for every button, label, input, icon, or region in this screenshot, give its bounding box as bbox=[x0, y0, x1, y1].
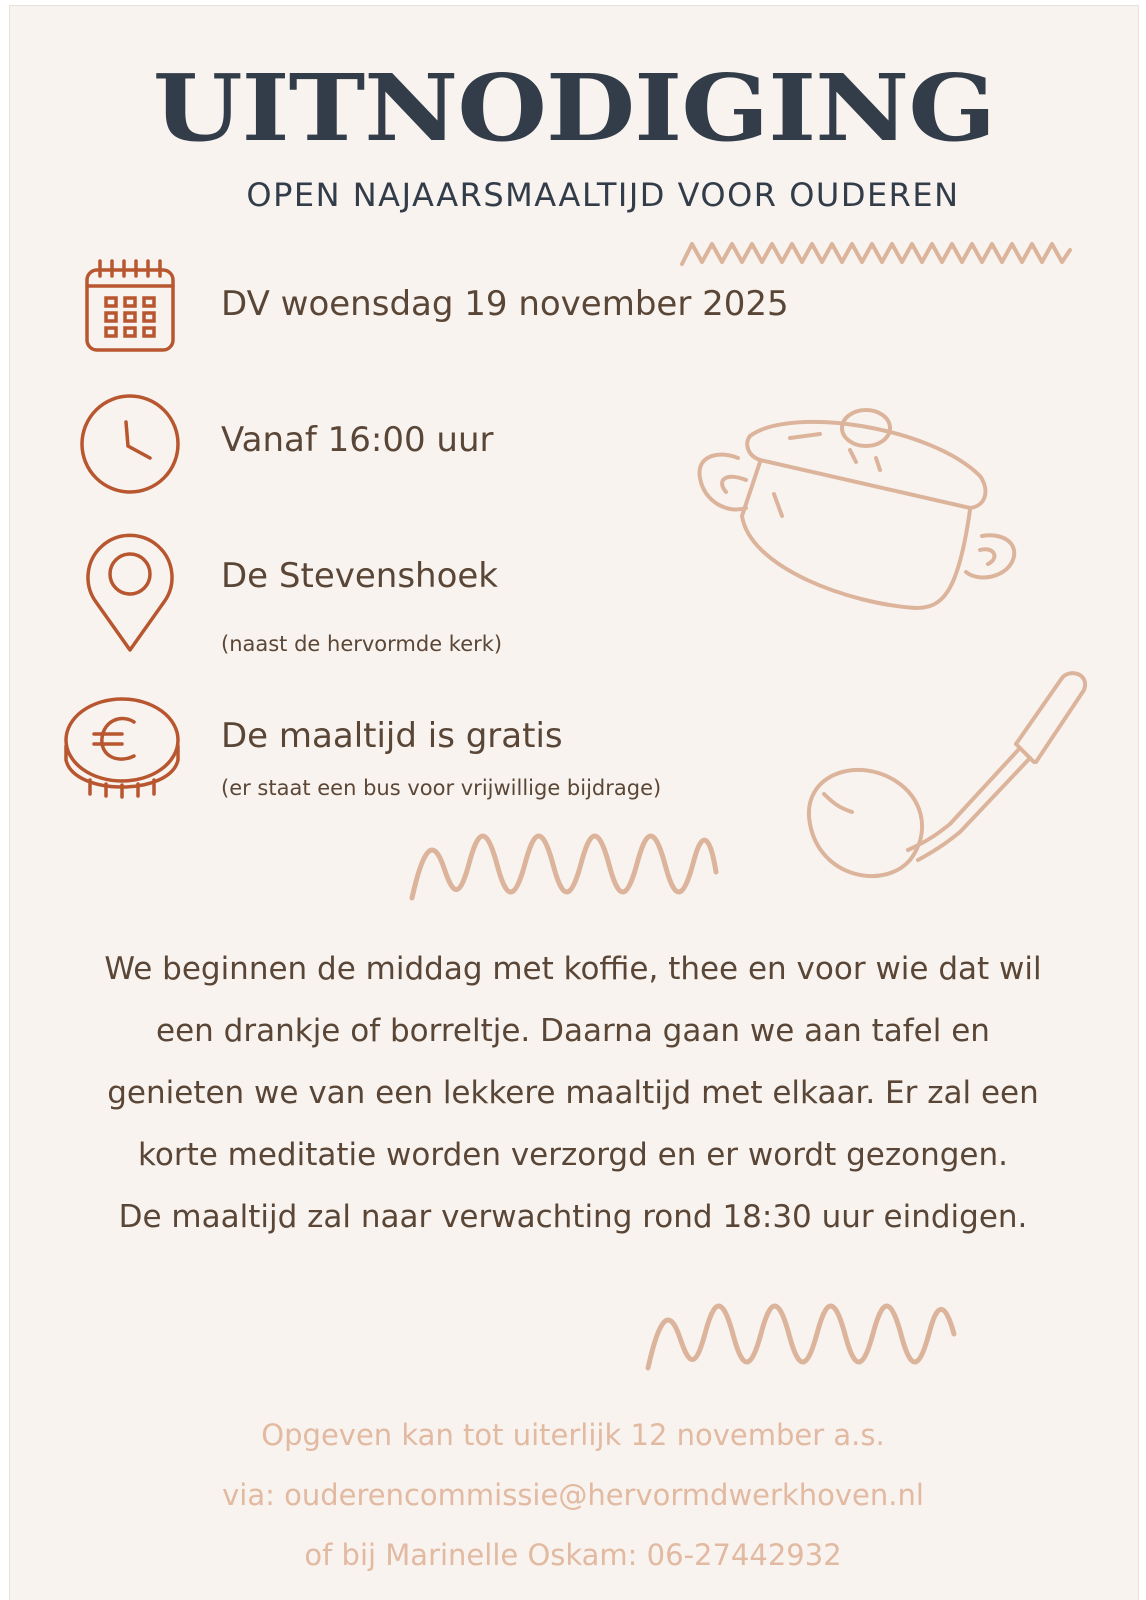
ladle-icon bbox=[800, 664, 1100, 896]
registration-email[interactable]: via: ouderencommissie@hervormdwerkhoven.nl bbox=[222, 1478, 924, 1512]
invitation-title: UITNODIGING bbox=[152, 54, 996, 162]
zigzag-top-decoration bbox=[678, 232, 1078, 272]
event-price: De maaltijd is gratis bbox=[221, 716, 563, 756]
invitation-subtitle: OPEN NAJAARSMAALTIJD VOOR OUDEREN bbox=[246, 176, 960, 214]
event-location-note: (naast de hervormde kerk) bbox=[221, 632, 503, 656]
event-location: De Stevenshoek bbox=[221, 556, 498, 596]
event-time: Vanaf 16:00 uur bbox=[221, 420, 494, 460]
registration-info bbox=[0, 1405, 1146, 1585]
clock-icon bbox=[78, 392, 182, 496]
calendar-icon bbox=[84, 258, 176, 354]
registration-deadline: Opgeven kan tot uiterlijk 12 november a.s. bbox=[261, 1418, 885, 1452]
body-line: De maaltijd zal naar verwachting rond 18:30 uur eindigen. bbox=[118, 1199, 1028, 1235]
registration-phone[interactable]: of bij Marinelle Oskam: 06-27442932 bbox=[304, 1538, 842, 1572]
event-price-note: (er staat een bus voor vrijwillige bijdrage) bbox=[221, 776, 662, 800]
location-pin-icon bbox=[82, 530, 178, 654]
euro-coin-icon bbox=[60, 696, 184, 804]
cooking-pot-icon bbox=[690, 398, 1030, 620]
body-line: korte meditatie worden verzorgd en er wordt gezongen. bbox=[138, 1137, 1008, 1173]
zigzag-middle-decoration bbox=[404, 824, 726, 908]
event-date: DV woensdag 19 november 2025 bbox=[221, 284, 789, 324]
body-line: We beginnen de middag met koffie, thee en voor wie dat wil bbox=[104, 951, 1042, 987]
body-line: genieten we van een lekkere maaltijd met elkaar. Er zal een bbox=[107, 1075, 1039, 1111]
invitation-body bbox=[0, 938, 1146, 1248]
zigzag-bottom-decoration bbox=[640, 1294, 970, 1378]
body-line: een drankje of borreltje. Daarna gaan we aan tafel en bbox=[156, 1013, 990, 1049]
